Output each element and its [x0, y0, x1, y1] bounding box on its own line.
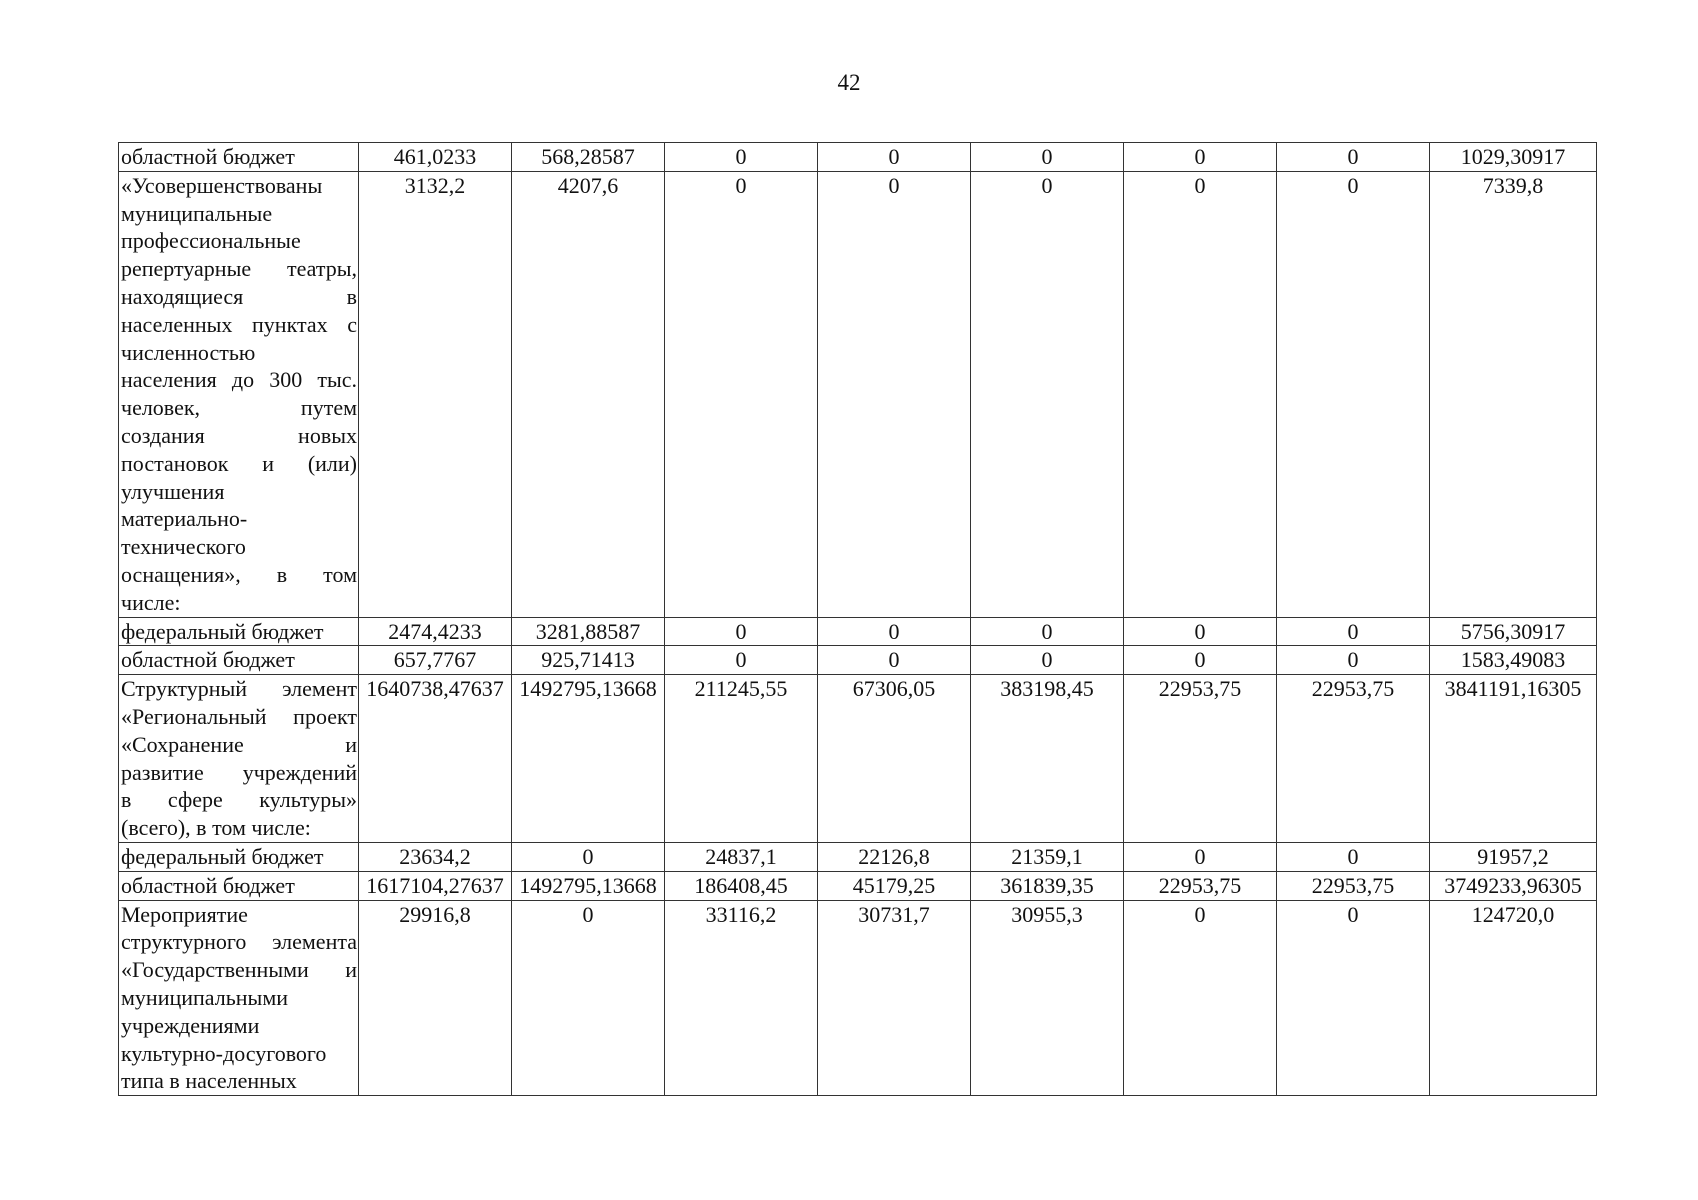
value-cell: 3281,88587	[512, 617, 665, 646]
value-cell: 7339,8	[1430, 171, 1597, 617]
value-cell: 925,71413	[512, 646, 665, 675]
table-row	[119, 675, 1597, 843]
table-row	[119, 871, 1597, 900]
row-label-line: постановок и (или)	[121, 450, 357, 476]
value-cell: 0	[1124, 617, 1277, 646]
row-label-line: федеральный бюджет	[121, 843, 324, 869]
value-cell: 0	[971, 617, 1124, 646]
value-cell: 0	[665, 646, 818, 675]
row-label-cell	[119, 675, 359, 843]
row-label-line: оснащения», в том	[121, 561, 357, 587]
row-label-line: структурного элемента	[121, 929, 357, 955]
value-cell: 0	[1277, 171, 1430, 617]
value-cell: 29916,8	[359, 900, 512, 1096]
value-cell: 22953,75	[1124, 675, 1277, 843]
value-cell: 3841191,16305	[1430, 675, 1597, 843]
row-label-line: федеральный бюджет	[121, 618, 324, 644]
value-cell: 186408,45	[665, 871, 818, 900]
row-label-line: в сфере культуры»	[121, 787, 357, 813]
table-row	[119, 900, 1597, 1096]
row-label-line: типа в населенных	[121, 1068, 297, 1094]
value-cell: 124720,0	[1430, 900, 1597, 1096]
row-label-line: культурно-досугового	[121, 1040, 327, 1066]
value-cell: 0	[1124, 171, 1277, 617]
row-label-line: «Государственными и	[121, 957, 357, 983]
value-cell: 30955,3	[971, 900, 1124, 1096]
value-cell: 45179,25	[818, 871, 971, 900]
table-row	[119, 171, 1597, 617]
row-label-line: «Региональный проект	[121, 703, 357, 729]
value-cell: 0	[665, 143, 818, 172]
row-label-line: материально-	[121, 506, 248, 532]
value-cell: 1029,30917	[1430, 143, 1597, 172]
row-label-line: областной бюджет	[121, 647, 295, 673]
value-cell: 0	[1124, 842, 1277, 871]
value-cell: 0	[512, 900, 665, 1096]
row-label-line: улучшения	[121, 478, 225, 504]
value-cell: 0	[1277, 143, 1430, 172]
row-label-line: учреждениями	[121, 1012, 260, 1038]
row-label-line: технического	[121, 534, 246, 560]
value-cell: 0	[1277, 842, 1430, 871]
value-cell: 0	[971, 171, 1124, 617]
value-cell: 4207,6	[512, 171, 665, 617]
row-label-line: областной бюджет	[121, 872, 295, 898]
value-cell: 91957,2	[1430, 842, 1597, 871]
value-cell: 22953,75	[1124, 871, 1277, 900]
value-cell: 361839,35	[971, 871, 1124, 900]
row-label-line: численностью	[121, 339, 256, 365]
page-number: 42	[837, 70, 861, 95]
row-label-line: «Сохранение и	[121, 731, 357, 757]
row-label-line: «Усовершенствованы	[121, 172, 323, 198]
value-cell: 1617104,27637	[359, 871, 512, 900]
table-row	[119, 646, 1597, 675]
row-label-line: профессиональные	[121, 228, 301, 254]
value-cell: 0	[1277, 617, 1430, 646]
row-label-line: Мероприятие	[121, 901, 248, 927]
row-label-line: муниципальные	[121, 200, 273, 226]
value-cell: 67306,05	[818, 675, 971, 843]
value-cell: 0	[512, 842, 665, 871]
row-label-line: находящиеся в	[121, 283, 357, 309]
row-label-cell	[119, 842, 359, 871]
value-cell: 0	[1277, 900, 1430, 1096]
row-label-line: человек, путем	[121, 395, 357, 421]
value-cell: 0	[1124, 900, 1277, 1096]
value-cell: 383198,45	[971, 675, 1124, 843]
table-row	[119, 842, 1597, 871]
table-row	[119, 143, 1597, 172]
value-cell: 0	[665, 171, 818, 617]
value-cell: 0	[665, 617, 818, 646]
row-label-line: развитие учреждений	[121, 759, 357, 785]
value-cell: 22953,75	[1277, 871, 1430, 900]
value-cell: 1583,49083	[1430, 646, 1597, 675]
row-label-line: числе:	[121, 589, 181, 615]
value-cell: 0	[1124, 143, 1277, 172]
value-cell: 21359,1	[971, 842, 1124, 871]
value-cell: 0	[1124, 646, 1277, 675]
row-label-cell	[119, 871, 359, 900]
value-cell: 0	[818, 646, 971, 675]
row-label-line: населения до 300 тыс.	[121, 367, 357, 393]
value-cell: 24837,1	[665, 842, 818, 871]
value-cell: 461,0233	[359, 143, 512, 172]
value-cell: 30731,7	[818, 900, 971, 1096]
value-cell: 0	[971, 646, 1124, 675]
value-cell: 211245,55	[665, 675, 818, 843]
budget-table-body	[119, 143, 1597, 1096]
budget-table	[118, 142, 1597, 1096]
value-cell: 0	[818, 143, 971, 172]
value-cell: 0	[971, 143, 1124, 172]
value-cell: 3132,2	[359, 171, 512, 617]
value-cell: 568,28587	[512, 143, 665, 172]
row-label-line: (всего), в том числе:	[121, 815, 311, 841]
value-cell: 22126,8	[818, 842, 971, 871]
value-cell: 2474,4233	[359, 617, 512, 646]
value-cell: 23634,2	[359, 842, 512, 871]
value-cell: 657,7767	[359, 646, 512, 675]
value-cell: 0	[1277, 646, 1430, 675]
row-label-line: создания новых	[121, 422, 357, 448]
value-cell: 1492795,13668	[512, 675, 665, 843]
row-label-cell	[119, 646, 359, 675]
row-label-line: Структурный элемент	[121, 676, 357, 702]
value-cell: 5756,30917	[1430, 617, 1597, 646]
value-cell: 33116,2	[665, 900, 818, 1096]
row-label-line: муниципальными	[121, 984, 289, 1010]
value-cell: 0	[818, 617, 971, 646]
row-label-cell	[119, 617, 359, 646]
row-label-line: населенных пунктах с	[121, 311, 357, 337]
row-label-line: репертуарные театры,	[121, 256, 357, 282]
value-cell: 22953,75	[1277, 675, 1430, 843]
row-label-cell	[119, 171, 359, 617]
value-cell: 1492795,13668	[512, 871, 665, 900]
row-label-line: областной бюджет	[121, 144, 295, 169]
value-cell: 1640738,47637	[359, 675, 512, 843]
row-label-cell	[119, 900, 359, 1096]
table-row	[119, 617, 1597, 646]
value-cell: 0	[818, 171, 971, 617]
row-label-cell	[119, 143, 359, 172]
value-cell: 3749233,96305	[1430, 871, 1597, 900]
